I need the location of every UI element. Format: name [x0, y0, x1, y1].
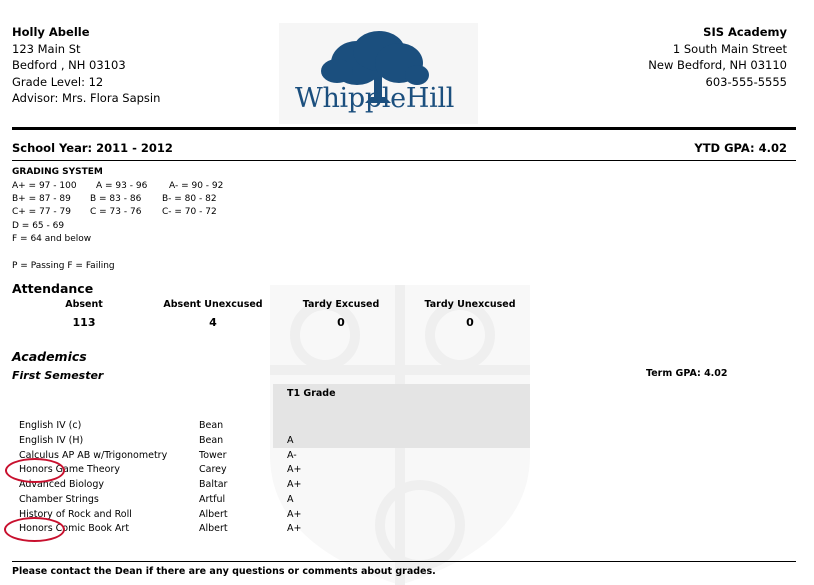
course-name: English IV (c): [19, 420, 82, 431]
header-divider: [12, 127, 796, 130]
honors-annotation-circle: [4, 517, 65, 542]
school-logo: [279, 23, 478, 124]
school-address2: New Bedford, NH 03110: [648, 58, 787, 72]
attendance-absent-value: 113: [72, 316, 96, 329]
ytd-gpa: YTD GPA: 4.02: [694, 141, 787, 155]
school-info: [648, 24, 787, 90]
grading-system-title: GRADING SYSTEM: [12, 167, 103, 177]
attendance-header-absent-unexcused: Absent Unexcused: [163, 299, 263, 310]
grade-level: Grade Level: 12: [12, 74, 104, 89]
course-teacher: Artful: [199, 494, 226, 505]
course-grade: A: [287, 435, 294, 446]
attendance-header-absent: Absent: [65, 299, 103, 310]
course-grade: A+: [287, 464, 302, 475]
course-teacher: Carey: [199, 464, 227, 475]
school-phone: 603-555-5555: [705, 74, 787, 89]
course-teacher: Albert: [199, 523, 228, 534]
course-teacher: Albert: [199, 509, 228, 520]
attendance-tardy-excused-value: 0: [337, 316, 345, 329]
course-teacher: Bean: [199, 420, 224, 431]
student-address1: 123 Main St: [12, 41, 81, 56]
logo-wordmark: WhippleHill: [295, 83, 455, 114]
course-teacher: Bean: [199, 435, 224, 446]
advisor: Advisor: Mrs. Flora Sapsin: [12, 91, 161, 105]
attendance-absent-unexcused-value: 4: [209, 316, 217, 329]
course-name: Honors Game Theory: [19, 464, 120, 475]
academics-title: Academics: [12, 349, 87, 364]
course-teacher: Baltar: [199, 479, 228, 490]
course-grade: A+: [287, 479, 302, 490]
honors-annotation-circle: [5, 458, 65, 483]
course-grade: A-: [287, 450, 297, 461]
term-gpa: Term GPA: 4.02: [646, 368, 728, 379]
student-name: Holly Abelle: [12, 25, 90, 39]
term-title: First Semester: [12, 369, 104, 382]
school-year: School Year: 2011 - 2012: [12, 141, 173, 155]
attendance-title: Attendance: [12, 281, 94, 296]
course-name: Advanced Biology: [19, 479, 105, 490]
course-name: English IV (H): [19, 435, 84, 446]
course-grade: A: [287, 494, 294, 505]
course-name: Chamber Strings: [19, 494, 99, 505]
school-name: SIS Academy: [703, 25, 787, 39]
attendance-tardy-unexcused-value: 0: [466, 316, 474, 329]
school-year-divider: [12, 160, 796, 161]
footer-divider: [12, 561, 796, 562]
attendance-header-tardy-unexcused: Tardy Unexcused: [424, 299, 516, 310]
attendance-header-tardy-excused: Tardy Excused: [302, 299, 380, 310]
school-address1: 1 South Main Street: [672, 41, 787, 56]
course-grade: A+: [287, 523, 302, 534]
course-teacher: Tower: [199, 450, 227, 461]
course-grade: A+: [287, 509, 302, 520]
footer-note: Please contact the Dean if there are any questions or comments about grades.: [12, 566, 436, 577]
student-info: [12, 24, 160, 107]
course-name: Honors Comic Book Art: [19, 523, 130, 534]
course-name: History of Rock and Roll: [19, 509, 132, 520]
course-name: Calculus AP AB w/Trigonometry: [19, 450, 168, 461]
student-address2: Bedford , NH 03103: [12, 58, 126, 72]
grade-column-header: T1 Grade: [287, 388, 336, 399]
